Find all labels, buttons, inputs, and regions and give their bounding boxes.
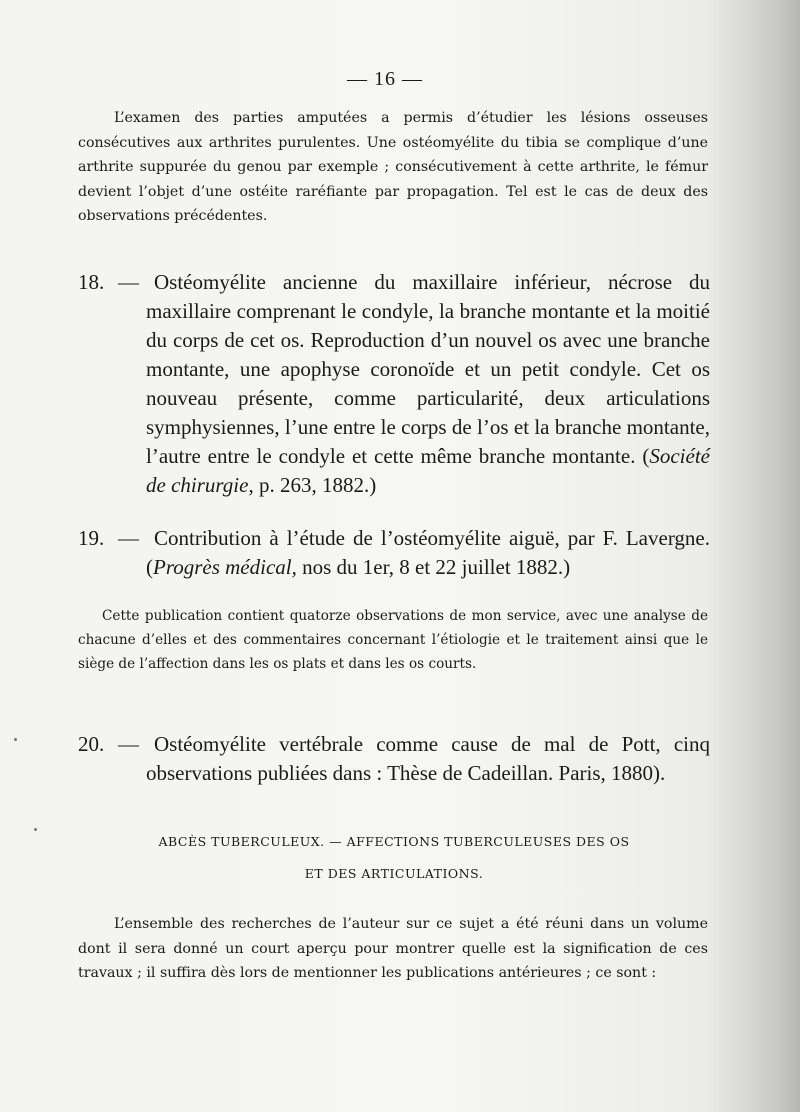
ensemble-paragraph <box>78 912 708 986</box>
entry-18-text <box>146 268 710 500</box>
section-heading <box>78 826 710 890</box>
entry-18-dash: — <box>118 270 139 294</box>
entry-20-text: Ostéomyélite vertébrale comme cause de mal de Pott, cinq observations publiées dans : Thèse de Cadeillan. Paris, 1880). <box>146 732 710 785</box>
entry-19-source-journal: Progrès médical, <box>153 555 297 579</box>
publication-paragraph <box>78 604 708 676</box>
margin-speck <box>34 828 37 831</box>
entry-20 <box>78 730 710 788</box>
entry-19-main: Contribution à l’étude de l’ostéomyélite aiguë, par F. Lavergne. <box>154 526 710 550</box>
entry-19 <box>78 524 710 582</box>
intro-paragraph-text: L’examen des parties amputées a permis d’étudier les lésions osseuses consécutives aux arthrites purulentes. Une ostéomyélite du tibia se complique d’une arthrite suppurée du genou par exemple ; consécutivement à cette arthrite, le fémur devient l’objet d’une ostéite raréfiante par propagation. Tel est le cas de deux des observations précédentes. <box>78 110 708 224</box>
entry-19-source-open: ( <box>146 555 153 579</box>
entry-19-source-rest: nos du 1er, 8 et 22 juillet 1882.) <box>296 555 571 579</box>
entry-20-dash: — <box>118 732 139 756</box>
entry-19-number: 19. <box>78 526 105 550</box>
entry-19-text <box>146 524 710 582</box>
entry-18-source-open: ( <box>642 444 650 468</box>
entry-18-main: Ostéomyélite ancienne du maxillaire inférieur, nécrose du maxillaire comprenant le condyle, la branche montante et la moitié du corps de cet os. Reproduction d’un nouvel os avec une branche montante, une apophyse coronoïde et un petit condyle. Cet os nouveau présente, comme particularité, deux articulations symphysiennes, l’une entre le corps de l’os et la branche montante, l’autre entre le condyle et cette même branche montante. <box>146 270 710 468</box>
section-heading-line1: ABCÈS TUBERCULEUX. — AFFECTIONS TUBERCULEUSES DES OS <box>158 834 630 849</box>
entry-19-dash: — <box>118 526 139 550</box>
entry-18 <box>78 268 710 500</box>
entry-18-number: 18. <box>78 270 105 294</box>
margin-speck <box>14 738 17 741</box>
publication-paragraph-text: Cette publication contient quatorze observations de mon service, avec une analyse de chacune d’elles et des commentaires concernant l’étiologie et le traitement ainsi que le siège de l’affection dans les os plats et dans les os courts. <box>78 608 708 672</box>
entry-18-source-journal: Société de chirurgie <box>146 444 710 497</box>
page-number: — 16 — <box>347 68 423 90</box>
ensemble-paragraph-text: L’ensemble des recherches de l’auteur sur ce sujet a été réuni dans un volume dont il sera donné un court aperçu pour montrer quelle est la signification de ces travaux ; il suffira dès lors de mentionner les publications antérieures ; ce sont : <box>78 916 708 981</box>
entry-18-source-rest: , p. 263, 1882.) <box>248 473 377 497</box>
intro-paragraph <box>78 106 708 229</box>
section-heading-line2: ET DES ARTICULATIONS. <box>304 866 484 881</box>
entry-20-number: 20. <box>78 732 105 756</box>
